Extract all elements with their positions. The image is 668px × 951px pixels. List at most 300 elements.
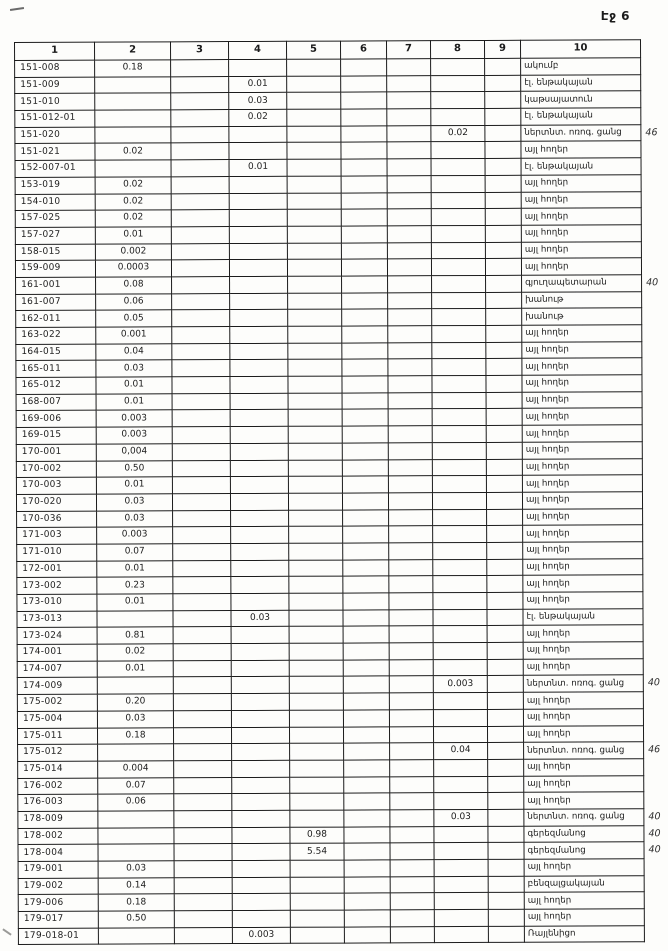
- column-header: 2: [95, 42, 171, 60]
- parcel-code-cell: 173-010: [17, 594, 97, 611]
- area-value-cell: [173, 694, 231, 711]
- area-value-cell: [98, 827, 174, 844]
- area-value-cell: [433, 659, 487, 676]
- margin-note: [643, 542, 668, 559]
- margin-note: [643, 525, 668, 542]
- parcel-code-cell: 178-002: [18, 828, 98, 845]
- area-value-cell: [95, 77, 171, 94]
- area-value-cell: 0.03: [96, 360, 172, 377]
- area-value-cell: [231, 560, 289, 577]
- area-value-cell: [232, 794, 290, 811]
- parcel-code-cell: 170-036: [17, 511, 97, 528]
- land-use-cell: այլ հողեր: [522, 341, 642, 358]
- area-value-cell: 0.003: [433, 676, 487, 693]
- area-value-cell: 0.20: [97, 694, 173, 711]
- area-value-cell: [289, 660, 343, 677]
- margin-note: [644, 909, 668, 926]
- parcel-code-cell: 157-027: [15, 227, 95, 244]
- area-value-cell: 0.003: [97, 527, 173, 544]
- area-value-cell: 0.01: [97, 594, 173, 611]
- area-value-cell: [390, 743, 434, 760]
- area-value-cell: [230, 310, 288, 327]
- land-use-cell: այլ հողեր: [523, 508, 643, 525]
- margin-note: [642, 375, 668, 392]
- area-value-cell: [171, 226, 229, 243]
- area-value-cell: [98, 844, 174, 861]
- parcel-code-cell: 175-004: [17, 711, 97, 728]
- area-value-cell: [432, 376, 486, 393]
- area-value-cell: [230, 343, 288, 360]
- margin-note: [641, 174, 667, 191]
- area-value-cell: [231, 693, 289, 710]
- area-value-cell: [434, 826, 488, 843]
- area-value-cell: [388, 459, 432, 476]
- area-value-cell: [343, 526, 389, 543]
- area-value-cell: [486, 442, 522, 459]
- area-value-cell: [432, 359, 486, 376]
- area-value-cell: [344, 776, 390, 793]
- area-value-cell: [171, 260, 229, 277]
- margin-note: [644, 892, 668, 909]
- land-use-cell: այլ հողեր: [523, 625, 643, 642]
- area-value-cell: [486, 425, 522, 442]
- area-value-cell: [434, 776, 488, 793]
- parcel-code-cell: 151-008: [15, 60, 95, 77]
- land-use-cell: այլ հողեր: [522, 442, 642, 459]
- land-use-cell: այլ հողեր: [523, 659, 643, 676]
- area-value-cell: [342, 493, 388, 510]
- area-value-cell: [172, 493, 230, 510]
- parcel-code-cell: 176-003: [18, 794, 98, 811]
- area-value-cell: [388, 292, 432, 309]
- margin-note: [643, 708, 668, 725]
- area-value-cell: [341, 192, 387, 209]
- area-value-cell: [387, 192, 431, 209]
- parcel-code-cell: 151-009: [15, 77, 95, 94]
- area-value-cell: [432, 459, 486, 476]
- area-value-cell: [433, 526, 487, 543]
- area-value-cell: [487, 642, 523, 659]
- area-value-cell: [389, 709, 433, 726]
- column-header: 7: [386, 41, 430, 59]
- parcel-code-cell: 151-020: [15, 127, 95, 144]
- area-value-cell: 0.01: [97, 560, 173, 577]
- area-value-cell: [343, 543, 389, 560]
- area-value-cell: [487, 659, 523, 676]
- area-value-cell: [341, 109, 387, 126]
- area-value-cell: [341, 92, 387, 109]
- area-value-cell: 0.001: [96, 327, 172, 344]
- area-value-cell: 5.54: [290, 843, 344, 860]
- land-use-cell: այլ հողեր: [522, 458, 642, 475]
- area-value-cell: [287, 226, 341, 243]
- area-value-cell: [432, 492, 486, 509]
- area-value-cell: [433, 726, 487, 743]
- land-use-cell: էլ. ենթակայան: [523, 608, 643, 625]
- area-value-cell: [231, 710, 289, 727]
- margin-note: [642, 458, 668, 475]
- area-value-cell: [389, 593, 433, 610]
- area-value-cell: [289, 560, 343, 577]
- area-value-cell: [171, 210, 229, 227]
- area-value-cell: [431, 142, 485, 159]
- margin-note: [643, 642, 668, 659]
- area-value-cell: [343, 693, 389, 710]
- area-value-cell: [342, 292, 388, 309]
- area-value-cell: [231, 643, 289, 660]
- parcel-code-cell: 170-003: [16, 477, 96, 494]
- area-value-cell: 0.50: [96, 460, 172, 477]
- area-value-cell: [388, 376, 432, 393]
- margin-note: [642, 358, 668, 375]
- area-value-cell: 0.23: [97, 577, 173, 594]
- parcel-code-cell: 152-007-01: [15, 160, 95, 177]
- margin-note: [643, 508, 668, 525]
- area-value-cell: [341, 59, 387, 76]
- area-value-cell: [174, 810, 232, 827]
- area-value-cell: [289, 576, 343, 593]
- area-value-cell: 0.05: [96, 310, 172, 327]
- area-value-cell: [387, 226, 431, 243]
- area-value-cell: [289, 710, 343, 727]
- area-value-cell: [487, 676, 523, 693]
- margin-note: [643, 625, 668, 642]
- area-value-cell: [485, 142, 521, 159]
- column-header: 10: [520, 40, 640, 59]
- margin-note: [644, 759, 668, 776]
- area-value-cell: [431, 242, 485, 259]
- area-value-cell: [388, 342, 432, 359]
- area-value-cell: [488, 742, 524, 759]
- area-value-cell: [388, 326, 432, 343]
- area-value-cell: [487, 542, 523, 559]
- parcel-code-cell: 168-007: [16, 394, 96, 411]
- area-value-cell: [390, 926, 434, 943]
- area-value-cell: [171, 76, 229, 93]
- area-value-cell: [431, 109, 485, 126]
- area-value-cell: [289, 626, 343, 643]
- area-value-cell: [232, 894, 290, 911]
- area-value-cell: 0.0003: [95, 260, 171, 277]
- area-value-cell: [171, 126, 229, 143]
- area-value-cell: 0.02: [97, 644, 173, 661]
- area-value-cell: 0.02: [95, 193, 171, 210]
- area-value-cell: [434, 910, 488, 927]
- area-value-cell: [289, 593, 343, 610]
- area-value-cell: [171, 176, 229, 193]
- parcel-code-cell: 175-012: [18, 744, 98, 761]
- area-value-cell: [487, 509, 523, 526]
- parcel-code-cell: 151-021: [15, 144, 95, 161]
- land-use-cell: այլ հողեր: [524, 859, 644, 876]
- area-value-cell: [290, 927, 344, 944]
- area-value-cell: 0.02: [95, 143, 171, 160]
- area-value-cell: [342, 476, 388, 493]
- margin-note: [643, 558, 668, 575]
- area-value-cell: [341, 142, 387, 159]
- area-value-cell: 0.81: [97, 627, 173, 644]
- margin-note: [641, 191, 667, 208]
- area-value-cell: [434, 926, 488, 943]
- parcel-code-cell: 157-025: [15, 210, 95, 227]
- area-value-cell: 0.07: [97, 544, 173, 561]
- area-value-cell: [172, 460, 230, 477]
- land-use-cell: գերեզմանոց: [524, 825, 644, 842]
- area-value-cell: [485, 158, 521, 175]
- area-value-cell: 0.003: [96, 410, 172, 427]
- area-value-cell: [341, 226, 387, 243]
- area-value-cell: [174, 927, 232, 944]
- land-use-cell: խանութ: [522, 308, 642, 325]
- parcel-code-cell: 162-011: [16, 310, 96, 327]
- area-value-cell: [171, 193, 229, 210]
- margin-note: [643, 692, 668, 709]
- area-value-cell: [289, 543, 343, 560]
- land-use-cell: այլ հողեր: [521, 208, 641, 225]
- area-value-cell: [341, 209, 387, 226]
- area-value-cell: [341, 176, 387, 193]
- area-value-cell: 0.03: [229, 93, 287, 110]
- area-value-cell: [287, 126, 341, 143]
- area-value-cell: [97, 677, 173, 694]
- land-use-cell: այլ հողեր: [523, 709, 643, 726]
- land-use-cell: այլ հողեր: [524, 792, 644, 809]
- area-value-cell: [230, 393, 288, 410]
- area-value-cell: [487, 609, 523, 626]
- area-value-cell: [432, 476, 486, 493]
- area-value-cell: [174, 760, 232, 777]
- area-value-cell: [232, 743, 290, 760]
- land-use-cell: այլ հողեր: [524, 909, 644, 926]
- area-value-cell: [343, 576, 389, 593]
- parcel-code-cell: 170-002: [16, 461, 96, 478]
- area-value-cell: [229, 59, 287, 76]
- parcel-code-cell: 175-011: [17, 728, 97, 745]
- margin-note: [642, 408, 668, 425]
- area-value-cell: [390, 793, 434, 810]
- area-value-cell: [173, 627, 231, 644]
- area-value-cell: [229, 143, 287, 160]
- area-value-cell: [231, 593, 289, 610]
- area-value-cell: [388, 426, 432, 443]
- area-value-cell: [174, 777, 232, 794]
- area-value-cell: [287, 109, 341, 126]
- area-value-cell: 0.14: [98, 877, 174, 894]
- parcel-code-cell: 159-009: [15, 260, 95, 277]
- area-value-cell: 0.01: [96, 394, 172, 411]
- area-value-cell: [388, 493, 432, 510]
- area-value-cell: [174, 744, 232, 761]
- area-value-cell: [344, 843, 390, 860]
- parcel-code-cell: 169-015: [16, 427, 96, 444]
- parcel-code-cell: 174-009: [17, 678, 97, 695]
- area-value-cell: [387, 209, 431, 226]
- area-value-cell: [485, 192, 521, 209]
- area-value-cell: [288, 359, 342, 376]
- area-value-cell: [232, 827, 290, 844]
- land-use-cell: այլ հողեր: [521, 225, 641, 242]
- area-value-cell: [342, 359, 388, 376]
- parcel-code-cell: 179-006: [18, 895, 98, 912]
- margin-note: 40: [646, 277, 659, 289]
- area-value-cell: [434, 843, 488, 860]
- area-value-cell: [388, 442, 432, 459]
- margin-note: [644, 875, 668, 892]
- land-use-cell: էլ. ենթակայան: [521, 108, 641, 125]
- area-value-cell: [229, 243, 287, 260]
- area-value-cell: [433, 542, 487, 559]
- area-value-cell: [341, 159, 387, 176]
- area-value-cell: [343, 509, 389, 526]
- table-wrapper: [14, 39, 668, 945]
- area-value-cell: [289, 693, 343, 710]
- area-value-cell: [172, 443, 230, 460]
- area-value-cell: [434, 859, 488, 876]
- parcel-code-cell: 151-012-01: [15, 110, 95, 127]
- area-value-cell: [173, 543, 231, 560]
- area-value-cell: [388, 392, 432, 409]
- area-value-cell: [433, 626, 487, 643]
- area-value-cell: [432, 426, 486, 443]
- area-value-cell: [387, 75, 431, 92]
- area-value-cell: [487, 526, 523, 543]
- area-value-cell: [290, 743, 344, 760]
- area-value-cell: [432, 309, 486, 326]
- area-value-cell: [487, 626, 523, 643]
- parcel-code-cell: 171-010: [17, 544, 97, 561]
- area-value-cell: [342, 393, 388, 410]
- margin-note: [642, 492, 668, 509]
- area-value-cell: [288, 426, 342, 443]
- area-value-cell: [488, 759, 524, 776]
- area-value-cell: [433, 576, 487, 593]
- area-value-cell: [433, 709, 487, 726]
- area-value-cell: [232, 844, 290, 861]
- parcel-code-cell: 175-014: [18, 761, 98, 778]
- area-value-cell: [486, 275, 522, 292]
- area-value-cell: [287, 243, 341, 260]
- area-value-cell: [288, 460, 342, 477]
- area-value-cell: [431, 75, 485, 92]
- area-value-cell: [287, 76, 341, 93]
- margin-note: [643, 658, 668, 675]
- area-value-cell: [487, 726, 523, 743]
- area-value-cell: 0.01: [229, 159, 287, 176]
- parcel-code-cell: 178-004: [18, 844, 98, 861]
- area-value-cell: [390, 843, 434, 860]
- area-value-cell: [95, 160, 171, 177]
- land-use-cell: գերեզմանոց: [524, 842, 644, 859]
- area-value-cell: [171, 93, 229, 110]
- area-value-cell: 0.03: [97, 510, 173, 527]
- area-value-cell: [98, 928, 174, 945]
- area-value-cell: [172, 360, 230, 377]
- area-value-cell: [287, 92, 341, 109]
- area-value-cell: 0.01: [96, 477, 172, 494]
- area-value-cell: [389, 543, 433, 560]
- area-value-cell: [389, 609, 433, 626]
- area-value-cell: [343, 626, 389, 643]
- area-value-cell: [485, 259, 521, 276]
- parcel-code-cell: 173-002: [17, 577, 97, 594]
- area-value-cell: [432, 392, 486, 409]
- area-value-cell: [173, 577, 231, 594]
- margin-note: 40: [647, 677, 660, 689]
- area-value-cell: 0.50: [98, 911, 174, 928]
- column-header: 9: [484, 40, 520, 58]
- margin-note: [644, 859, 668, 876]
- land-use-cell: այլ հողեր: [523, 575, 643, 592]
- land-use-cell: այլ հողեր: [522, 425, 642, 442]
- area-value-cell: [485, 75, 521, 92]
- area-value-cell: [389, 509, 433, 526]
- area-value-cell: [290, 777, 344, 794]
- area-value-cell: [288, 476, 342, 493]
- parcel-code-cell: 179-017: [18, 911, 98, 928]
- area-value-cell: [287, 159, 341, 176]
- area-value-cell: [174, 911, 232, 928]
- land-use-cell: այլ հողեր: [523, 692, 643, 709]
- area-value-cell: [173, 560, 231, 577]
- area-value-cell: [434, 759, 488, 776]
- area-value-cell: [389, 693, 433, 710]
- area-value-cell: [173, 727, 231, 744]
- area-value-cell: [387, 242, 431, 259]
- parcel-code-cell: 165-011: [16, 361, 96, 378]
- area-value-cell: [290, 810, 344, 827]
- area-value-cell: [486, 375, 522, 392]
- area-value-cell: [344, 743, 390, 760]
- area-value-cell: [288, 293, 342, 310]
- area-value-cell: [172, 393, 230, 410]
- area-value-cell: [390, 776, 434, 793]
- margin-note: [641, 74, 667, 91]
- area-value-cell: [486, 392, 522, 409]
- area-value-cell: [172, 410, 230, 427]
- area-value-cell: [390, 826, 434, 843]
- area-value-cell: [431, 259, 485, 276]
- area-value-cell: [174, 827, 232, 844]
- area-value-cell: [232, 777, 290, 794]
- area-value-cell: [387, 142, 431, 159]
- parcel-code-cell: 171-003: [17, 527, 97, 544]
- area-value-cell: [485, 208, 521, 225]
- land-use-cell: ներտնտ. ոռոգ. ցանց: [521, 125, 641, 142]
- area-value-cell: [342, 309, 388, 326]
- column-header: 5: [286, 41, 340, 59]
- area-value-cell: [288, 326, 342, 343]
- area-value-cell: [171, 110, 229, 127]
- area-value-cell: [230, 460, 288, 477]
- area-value-cell: [97, 610, 173, 627]
- margin-note: [641, 91, 667, 108]
- area-value-cell: [487, 576, 523, 593]
- parcel-code-cell: 172-001: [17, 561, 97, 578]
- area-value-cell: [389, 726, 433, 743]
- margin-note: [642, 291, 668, 308]
- area-value-cell: [342, 459, 388, 476]
- margin-note: [643, 725, 668, 742]
- area-value-cell: [488, 793, 524, 810]
- area-value-cell: [230, 493, 288, 510]
- parcel-code-cell: 163-022: [16, 327, 96, 344]
- land-use-cell: այլ հողեր: [521, 191, 641, 208]
- area-value-cell: [231, 543, 289, 560]
- area-value-cell: [488, 926, 524, 943]
- area-value-cell: [343, 559, 389, 576]
- area-value-cell: [486, 309, 522, 326]
- table-body: [15, 58, 668, 945]
